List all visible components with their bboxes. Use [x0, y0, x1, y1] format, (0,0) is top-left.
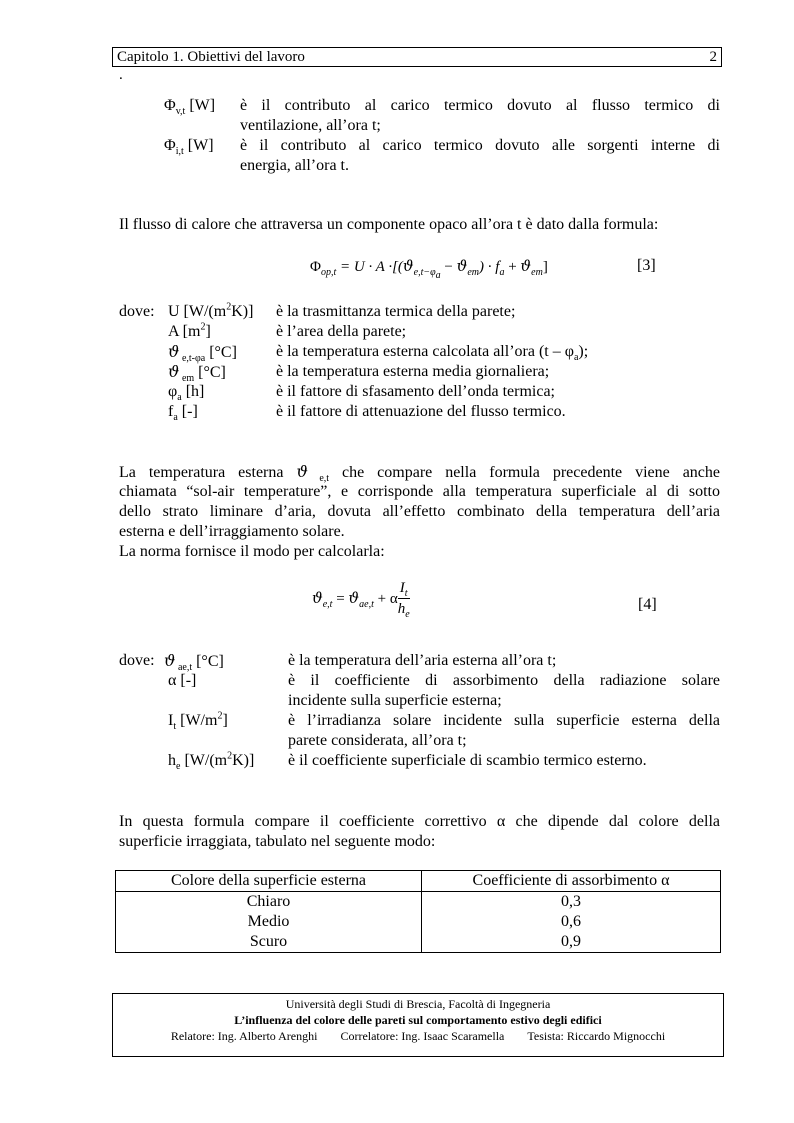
- page-header: [112, 47, 722, 67]
- desc-h-e: è il coefficiente superficiale di scambio termico esterno.: [288, 752, 647, 769]
- table-cell-color: Scuro: [116, 932, 422, 953]
- table-cell-coefficient: 0,6: [422, 912, 721, 932]
- page-footer: [112, 993, 724, 1057]
- footer-credits: [113, 1028, 723, 1044]
- term-h-e: $h_e$ $[W/(m^2K)]$: [168, 750, 255, 773]
- dove-label-2: dove:: [119, 652, 155, 669]
- term-A: A $[m^2]$: [168, 321, 211, 340]
- desc-f-a: è il fattore di attenuazione del flusso termico.: [276, 403, 566, 420]
- table-row: [116, 892, 721, 913]
- desc-alpha-line2: incidente sulla superficie esterna;: [288, 692, 502, 709]
- term-f-a: $f_a$ [-]: [168, 403, 198, 424]
- desc-phi-a: è il fattore di sfasamento dell’onda termica;: [276, 383, 555, 400]
- footer-tesista: Tesista: Riccardo Mignocchi: [527, 1029, 666, 1043]
- desc-alpha-line1: è il coefficiente di assorbimento della radiazione solare: [288, 672, 720, 689]
- formula-3-label: [3]: [637, 257, 656, 274]
- table-cell-color: Medio: [116, 912, 422, 932]
- desc-U: è la trasmittanza termica della parete;: [276, 303, 516, 320]
- desc-theta-em: è la temperatura esterna media giornaliera;: [276, 363, 550, 380]
- footer-thesis-title: L’influenza del colore delle pareti sul comportamento estivo degli edifici: [234, 1013, 602, 1027]
- term-theta-ae: ϑ $_{ae,t}$ [°C]: [164, 651, 224, 674]
- para-sol-air-line2: chiamata “sol-air temperature”, e corrisponde alla temperatura superficiale al di sotto: [119, 483, 720, 500]
- para-sol-air-line5: La norma fornisce il modo per calcolarla:: [119, 543, 385, 560]
- term-U: U $[W/(m^2K)]$: [168, 301, 254, 320]
- chapter-title: Capitolo 1. Obiettivi del lavoro: [117, 49, 305, 65]
- desc-I-t-line2: parete considerata, all’ora t;: [288, 732, 467, 749]
- table-header-coefficient: Coefficiente di assorbimento α: [422, 871, 721, 892]
- table-header-color: Colore della superficie esterna: [116, 871, 422, 892]
- absorption-table: [115, 870, 721, 953]
- table-row: [116, 912, 721, 932]
- formula-4: $ϑ_{e,t} = ϑ_{ae,t} + \alpha$ $\frac{I_t}{h_e}$: [312, 580, 410, 620]
- desc-A: è l’area della parete;: [276, 323, 407, 340]
- term-theta-e: ϑ $_{e,t-\varphi a}$ [°C]: [168, 342, 237, 365]
- term-alpha: α [-]: [168, 672, 197, 689]
- para-sol-air-line1: La temperatura esterna ϑ $_{e,t}$ che compare nella formula precedente viene anche: [119, 462, 721, 485]
- page-number: 2: [709, 49, 717, 65]
- def-term-phi-it: $\Phi_{i,t}$ [W]: [164, 137, 214, 158]
- stray-dot: .: [119, 67, 123, 83]
- term-I-t: $I_t$ $[W/m^2]$: [168, 710, 228, 733]
- footer-university: Università degli Studi di Brescia, Facoltà di Ingegneria: [285, 997, 551, 1011]
- footer-correlatore: Correlatore: Ing. Isaac Scaramella: [340, 1029, 505, 1043]
- footer-relatore: Relatore: Ing. Alberto Arenghi: [170, 1029, 318, 1043]
- def-desc-phi-vt-line2: ventilazione, all’ora t;: [240, 117, 381, 134]
- table-row: [116, 932, 721, 953]
- dove-label-1: dove:: [119, 303, 155, 320]
- para-sol-air-line3: dello strato liminare d’aria, dovuta all’effetto combinato della temperatura dell’aria: [119, 503, 720, 520]
- formula-3: $\Phi_{op,t} = U \cdot A \cdot[(ϑ_{e,t-\varphi_a} - ϑ_{em}) \cdot f_a + ϑ_{em}]$: [310, 257, 548, 281]
- para-alpha-line2: superficie irraggiata, tabulato nel seguente modo:: [119, 833, 436, 850]
- table-header-row: [116, 871, 721, 892]
- def-term-phi-vt: $\Phi_{v,t}$ [W]: [164, 97, 216, 118]
- term-theta-em: ϑ $_{em}$ [°C]: [168, 362, 226, 385]
- formula-4-label: [4]: [638, 596, 657, 613]
- table-cell-coefficient: 0,3: [422, 892, 721, 913]
- def-desc-phi-it-line1: è il contributo al carico termico dovuto alle sorgenti interne di: [240, 137, 720, 154]
- para-alpha-line1: In questa formula compare il coefficiente correttivo α che dipende dal colore della: [119, 813, 720, 830]
- para-sol-air-line4: esterna e dell’irraggiamento solare.: [119, 523, 345, 540]
- def-desc-phi-it-line2: energia, all’ora t.: [240, 157, 349, 174]
- term-phi-a: $\varphi_a$ [h]: [168, 383, 205, 404]
- desc-I-t-line1: è l’irradianza solare incidente sulla superficie esterna della: [288, 712, 720, 729]
- table-cell-color: Chiaro: [116, 892, 422, 913]
- def-desc-phi-vt-line1: è il contributo al carico termico dovuto al flusso termico di: [240, 97, 720, 114]
- desc-theta-ae: è la temperatura dell’aria esterna all’ora t;: [288, 652, 557, 669]
- table-cell-coefficient: 0,9: [422, 932, 721, 953]
- desc-theta-e: è la temperatura esterna calcolata all’ora $(t - \varphi_a)$;: [276, 343, 589, 364]
- intro-formula-3: Il flusso di calore che attraversa un componente opaco all’ora t è dato dalla formula:: [119, 216, 659, 233]
